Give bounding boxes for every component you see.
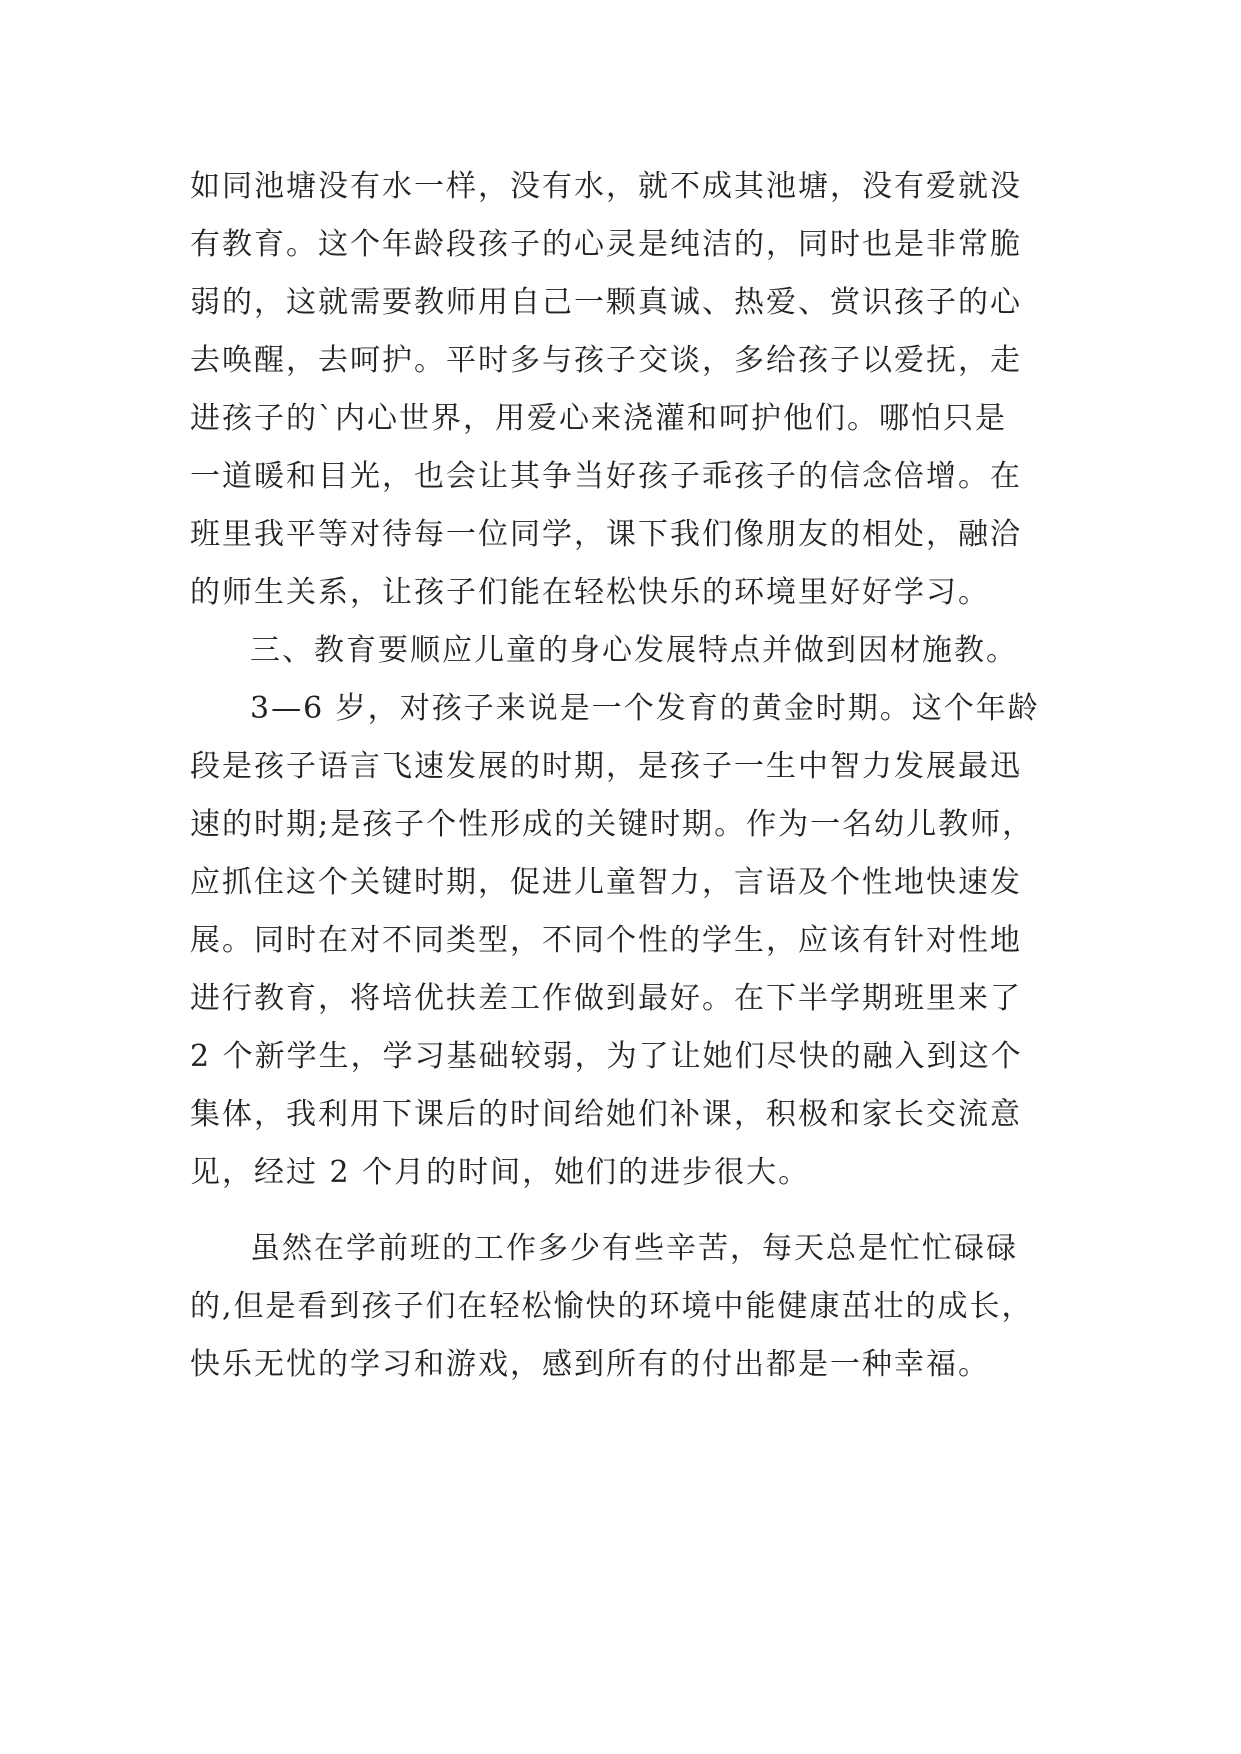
document-body [190, 158, 1090, 1394]
text-line: 的,但是看到孩子们在轻松愉快的环境中能健康茁壮的成长， [190, 1289, 1034, 1324]
text-line: 速的时期;是孩子个性形成的关键时期。作为一名幼儿教师， [190, 807, 1035, 842]
text-line: 虽然在学前班的工作多少有些辛苦，每天总是忙忙碌碌 [250, 1231, 1018, 1266]
text-line: 见，经过 2 个月的时间，她们的进步很大。 [190, 1155, 811, 1190]
text-line: 段是孩子语言飞速发展的时期，是孩子一生中智力发展最迅 [190, 749, 1022, 784]
text-line: 快乐无忧的学习和游戏，感到所有的付出都是一种幸福。 [190, 1347, 990, 1382]
text-line: 进行教育，将培优扶差工作做到最好。在下半学期班里来了 [190, 981, 1022, 1016]
text-line: 3—6 岁，对孩子来说是一个发育的黄金时期。这个年龄 [250, 691, 1040, 726]
text-line: 班里我平等对待每一位同学，课下我们像朋友的相处，融洽 [190, 517, 1022, 552]
text-line: 去唤醒，去呵护。平时多与孩子交谈，多给孩子以爱抚，走 [190, 343, 1022, 378]
text-line: 的师生关系，让孩子们能在轻松快乐的环境里好好学习。 [190, 575, 990, 610]
text-line: 应抓住这个关键时期，促进儿童智力，言语及个性地快速发 [190, 865, 1022, 900]
text-line: 2 个新学生，学习基础较弱，为了让她们尽快的融入到这个 [190, 1039, 1023, 1074]
text-line: 进孩子的`内心世界，用爱心来浇灌和呵护他们。哪怕只是 [190, 401, 1007, 436]
text-line: 集体，我利用下课后的时间给她们补课，积极和家长交流意 [190, 1097, 1022, 1132]
section-heading: 三、教育要顺应儿童的身心发展特点并做到因材施教。 [250, 633, 1018, 668]
text-line: 如同池塘没有水一样，没有水，就不成其池塘，没有爱就没 [190, 169, 1022, 204]
text-line: 展。同时在对不同类型，不同个性的学生，应该有针对性地 [190, 923, 1022, 958]
paragraph-gap [190, 1202, 1090, 1220]
text-line: 有教育。这个年龄段孩子的心灵是纯洁的，同时也是非常脆 [190, 227, 1022, 262]
paragraph-1 [190, 158, 1090, 622]
text-line: 一道暖和目光，也会让其争当好孩子乖孩子的信念倍增。在 [190, 459, 1022, 494]
text-line: 弱的，这就需要教师用自己一颗真诚、热爱、赏识孩子的心 [190, 285, 1022, 320]
paragraph-3 [190, 1220, 1090, 1394]
paragraph-2 [190, 680, 1090, 1202]
